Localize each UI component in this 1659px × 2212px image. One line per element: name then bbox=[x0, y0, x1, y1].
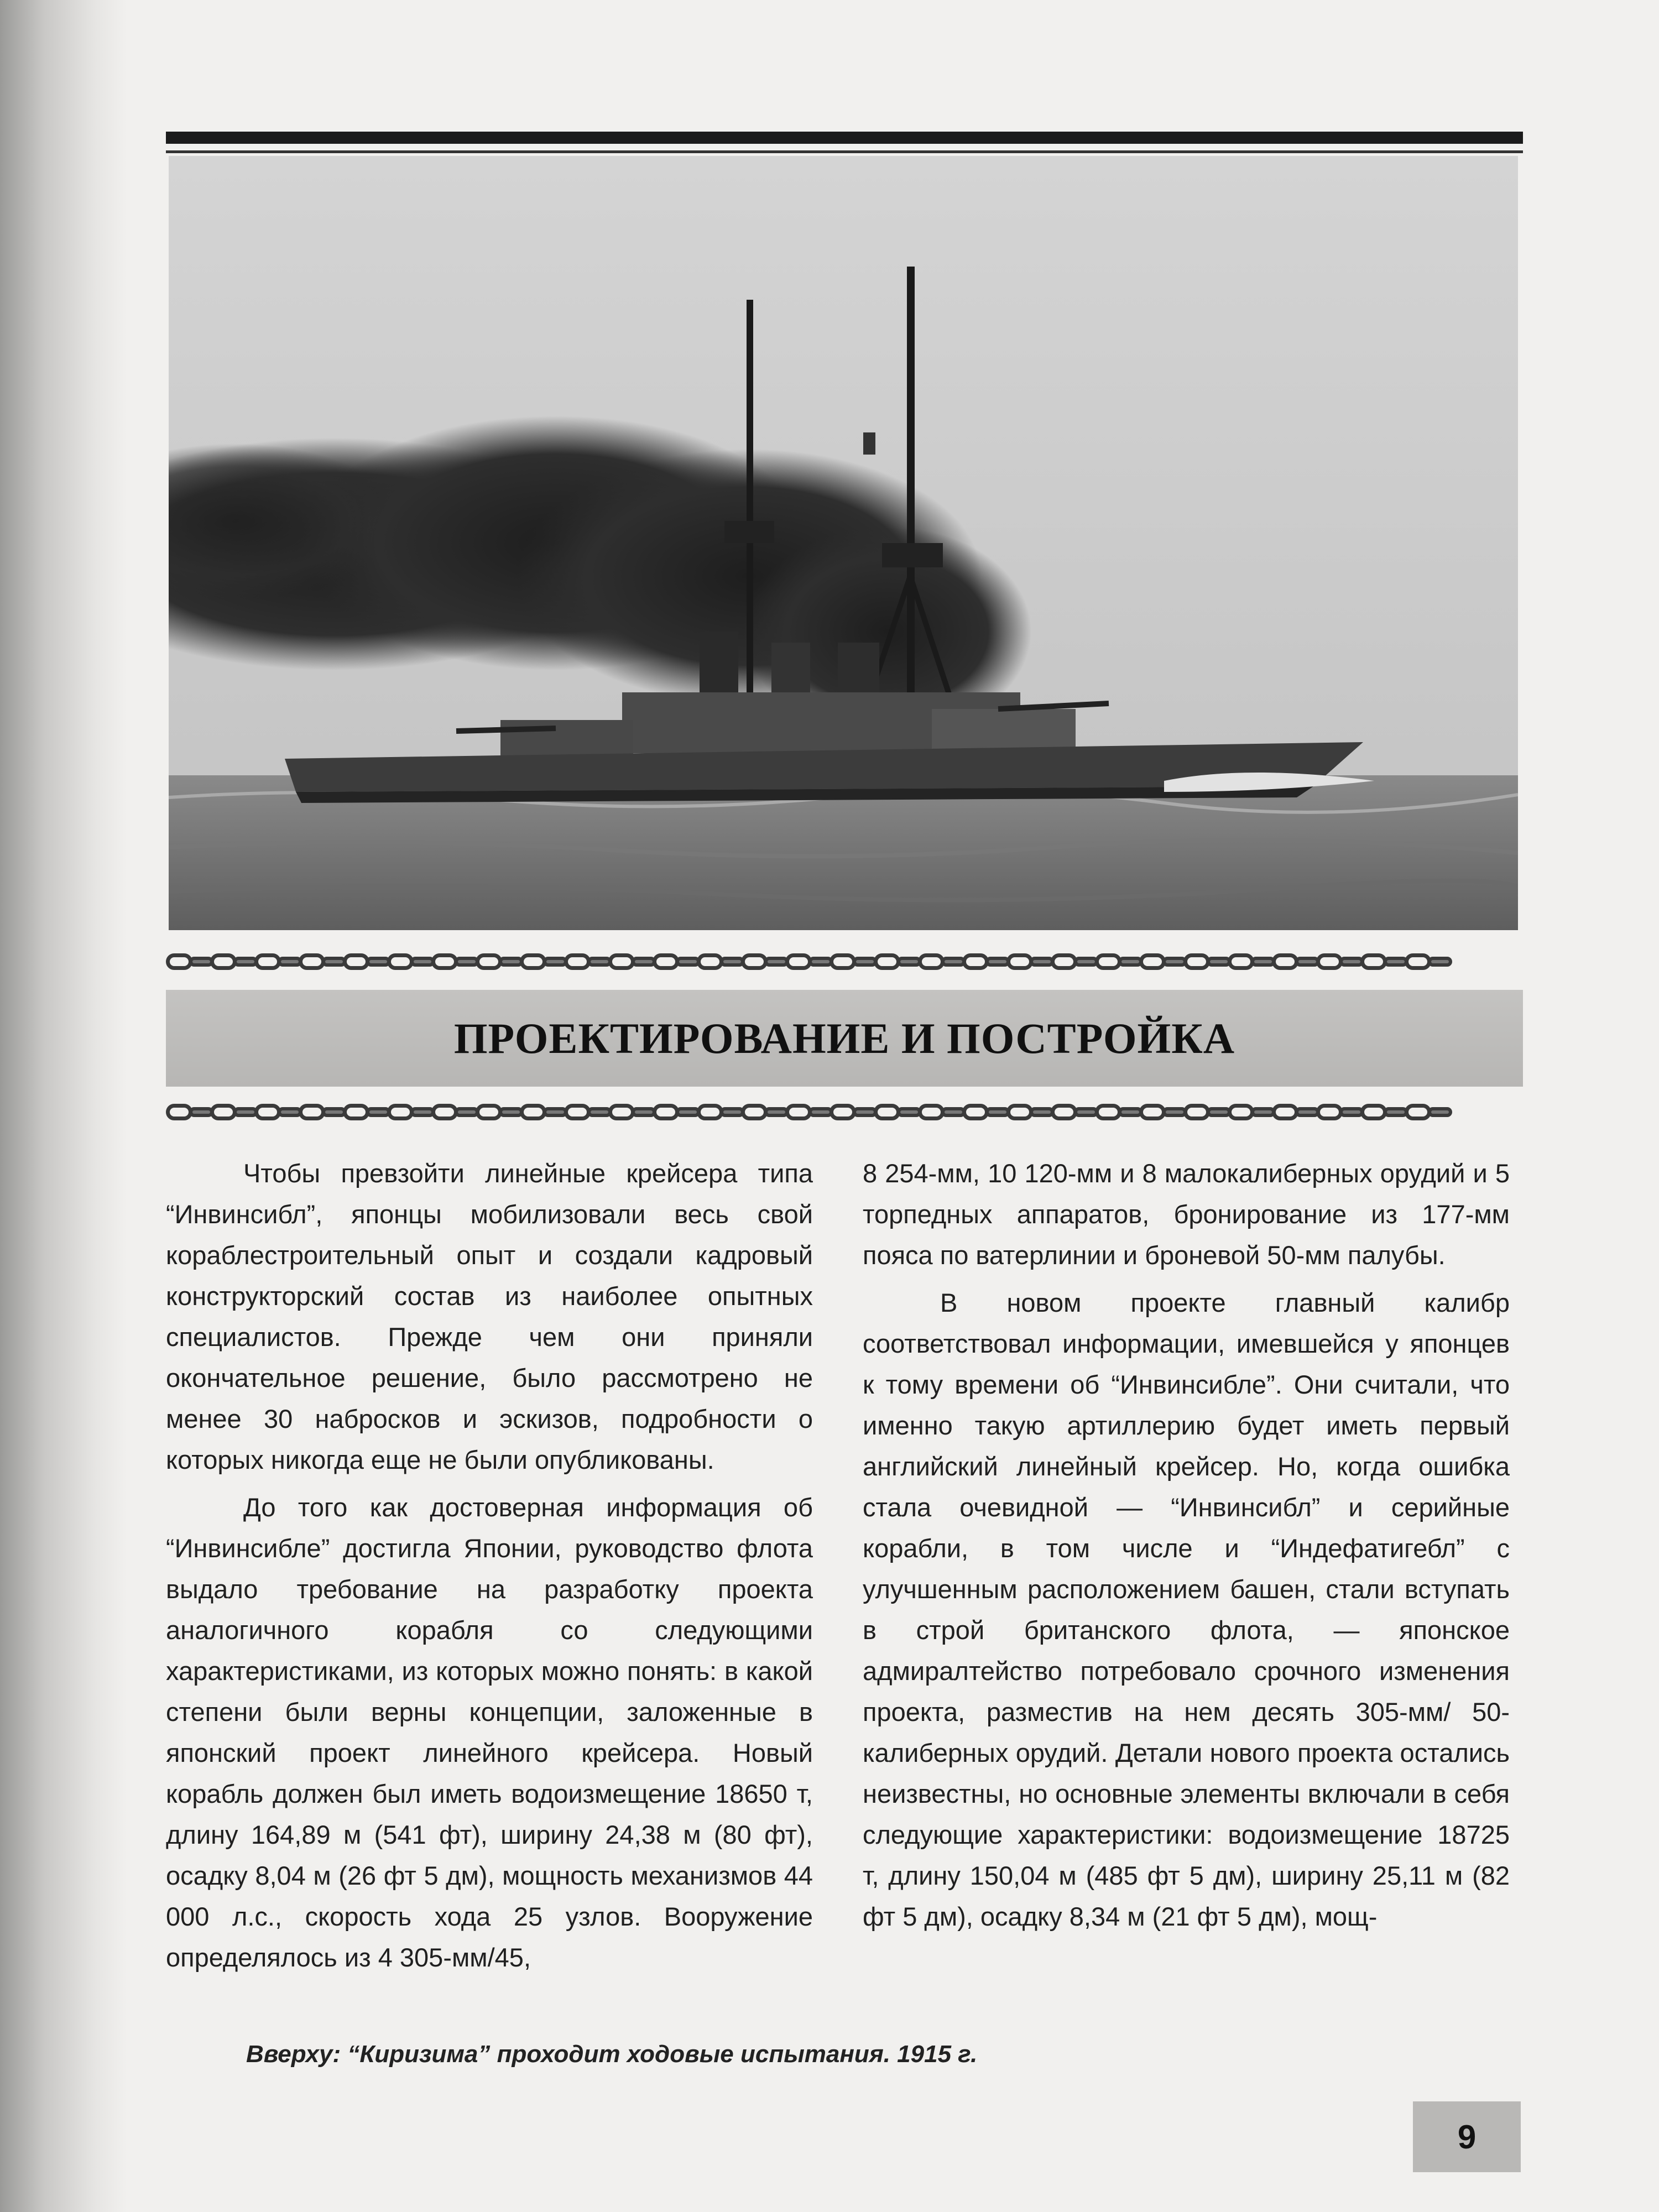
chain-link bbox=[874, 1104, 900, 1120]
chain-link bbox=[166, 1104, 192, 1120]
chain-link bbox=[343, 953, 369, 970]
chain-link bbox=[564, 953, 591, 970]
chain-link bbox=[962, 953, 989, 970]
chain-link bbox=[1316, 1104, 1343, 1120]
chain-link bbox=[210, 1104, 237, 1120]
chain-link bbox=[697, 953, 723, 970]
battlecruiser-photo bbox=[169, 156, 1518, 930]
chain-link bbox=[166, 953, 192, 970]
chain-link bbox=[387, 1104, 414, 1120]
chain-link bbox=[697, 1104, 723, 1120]
chain-link bbox=[431, 953, 458, 970]
chain-link bbox=[1316, 953, 1343, 970]
text-column-left bbox=[166, 1153, 813, 1978]
chain-link bbox=[520, 1104, 546, 1120]
chain-link bbox=[1051, 1104, 1077, 1120]
chain-border-top bbox=[166, 949, 1523, 974]
text-column-right bbox=[863, 1153, 1510, 1937]
photo-caption: Вверху: “Киризима” проходит ходовые испытания. 1915 г. bbox=[246, 2041, 978, 2068]
chain-link bbox=[918, 953, 945, 970]
chain-link bbox=[387, 953, 414, 970]
chain-link bbox=[1183, 953, 1210, 970]
chain-link bbox=[1006, 1104, 1033, 1120]
chain-link bbox=[476, 953, 502, 970]
chain-link bbox=[830, 953, 856, 970]
chain-link bbox=[564, 1104, 591, 1120]
chain-link bbox=[1405, 953, 1431, 970]
chain-link bbox=[785, 953, 812, 970]
page-binding-shadow bbox=[0, 0, 127, 2212]
chain-link bbox=[1095, 953, 1121, 970]
paragraph: До того как достоверная информация об “Инвинсибле” достигла Японии, руководство флота выдало требование на разработку проекта аналогичного корабля со следующими характеристиками, из которых можно понять: в какой степени были верны концепции, заложенные в японский проект линейного крейсера. Новый корабль должен был иметь водоизмещение 18650 т, длину 164,89 м (541 фт), ширину 24,38 м (80 фт), осадку 8,04 м (26 фт 5 дм), мощность механизмов 44 000 л.с., скорость хода 25 узлов. Вооружение определялось из 4 305-мм/45, bbox=[166, 1493, 813, 1972]
chain-link bbox=[1428, 957, 1452, 967]
chain-link bbox=[476, 1104, 502, 1120]
chain-link bbox=[1228, 953, 1254, 970]
section-heading-band bbox=[166, 990, 1523, 1087]
paragraph: В новом проекте главный калибр соответствовал информации, имевшейся у японцев к тому времени об “Инвинсибле”. Они считали, что именно такую артиллерию будет иметь первый английский линейный крейсер. Но, когда ошибка стала очевидной — “Инвинсибл” и серийные корабли, в том числе и “Индефатигебл” с улучшенным расположением башен, стали вступать в строй британского флота, — японское адмиралтейство потребовало срочного изменения проекта, разместив на нем десять 305-мм/ 50-калиберных орудий. Детали нового проекта остались неизвестны, но основные элементы включали в себя следующие характеристики: водоизмещение 18725 т, длину 150,04 м (485 фт 5 дм), ширину 25,11 м (82 фт 5 дм), осадку 8,34 м (21 фт 5 дм), мощ- bbox=[863, 1288, 1510, 1931]
chain-link bbox=[1139, 1104, 1166, 1120]
chain-link bbox=[785, 1104, 812, 1120]
chain-link bbox=[741, 1104, 768, 1120]
chain-link bbox=[1228, 1104, 1254, 1120]
chain-border-bottom bbox=[166, 1099, 1523, 1125]
chain-link bbox=[962, 1104, 989, 1120]
chain-link bbox=[343, 1104, 369, 1120]
chain-link bbox=[1428, 1107, 1452, 1117]
chain-link bbox=[741, 953, 768, 970]
top-rule-thin bbox=[166, 150, 1523, 153]
chain-link bbox=[431, 1104, 458, 1120]
chain-link bbox=[1272, 1104, 1298, 1120]
chain-link bbox=[1051, 953, 1077, 970]
chain-link bbox=[1006, 953, 1033, 970]
chain-link bbox=[299, 1104, 325, 1120]
chain-link bbox=[653, 953, 679, 970]
chain-link bbox=[608, 1104, 635, 1120]
chain-link bbox=[1095, 1104, 1121, 1120]
chain-link bbox=[918, 1104, 945, 1120]
chain-link bbox=[830, 1104, 856, 1120]
chain-link bbox=[1405, 1104, 1431, 1120]
chain-link bbox=[254, 953, 281, 970]
chain-link bbox=[1272, 953, 1298, 970]
chain-link bbox=[1139, 953, 1166, 970]
chain-link bbox=[299, 953, 325, 970]
chain-link bbox=[1183, 1104, 1210, 1120]
page-number: 9 bbox=[1413, 2101, 1521, 2172]
chain-link bbox=[1360, 1104, 1387, 1120]
chain-link bbox=[653, 1104, 679, 1120]
chain-link bbox=[1360, 953, 1387, 970]
chain-link bbox=[520, 953, 546, 970]
chain-link bbox=[874, 953, 900, 970]
chain-link bbox=[210, 953, 237, 970]
chain-link bbox=[254, 1104, 281, 1120]
chain-link bbox=[608, 953, 635, 970]
top-rule bbox=[166, 132, 1523, 144]
paragraph: Чтобы превзойти линейные крейсера типа “Инвинсибл”, японцы мобилизовали весь свой кораблестроительный опыт и создали кадровый конструкторский состав из наиболее опытных специалистов. Прежде чем они приняли окончательное решение, было рассмотрено не менее 30 набросков и эскизов, подробности о которых никогда еще не были опубликованы. bbox=[166, 1159, 813, 1474]
paragraph: 8 254-мм, 10 120-мм и 8 малокалиберных орудий и 5 торпедных аппаратов, бронирование из 177-мм пояса по ватерлинии и броневой 50-мм палубы. bbox=[863, 1159, 1510, 1270]
section-heading: ПРОЕКТИРОВАНИЕ И ПОСТРОЙКА bbox=[453, 1014, 1235, 1062]
